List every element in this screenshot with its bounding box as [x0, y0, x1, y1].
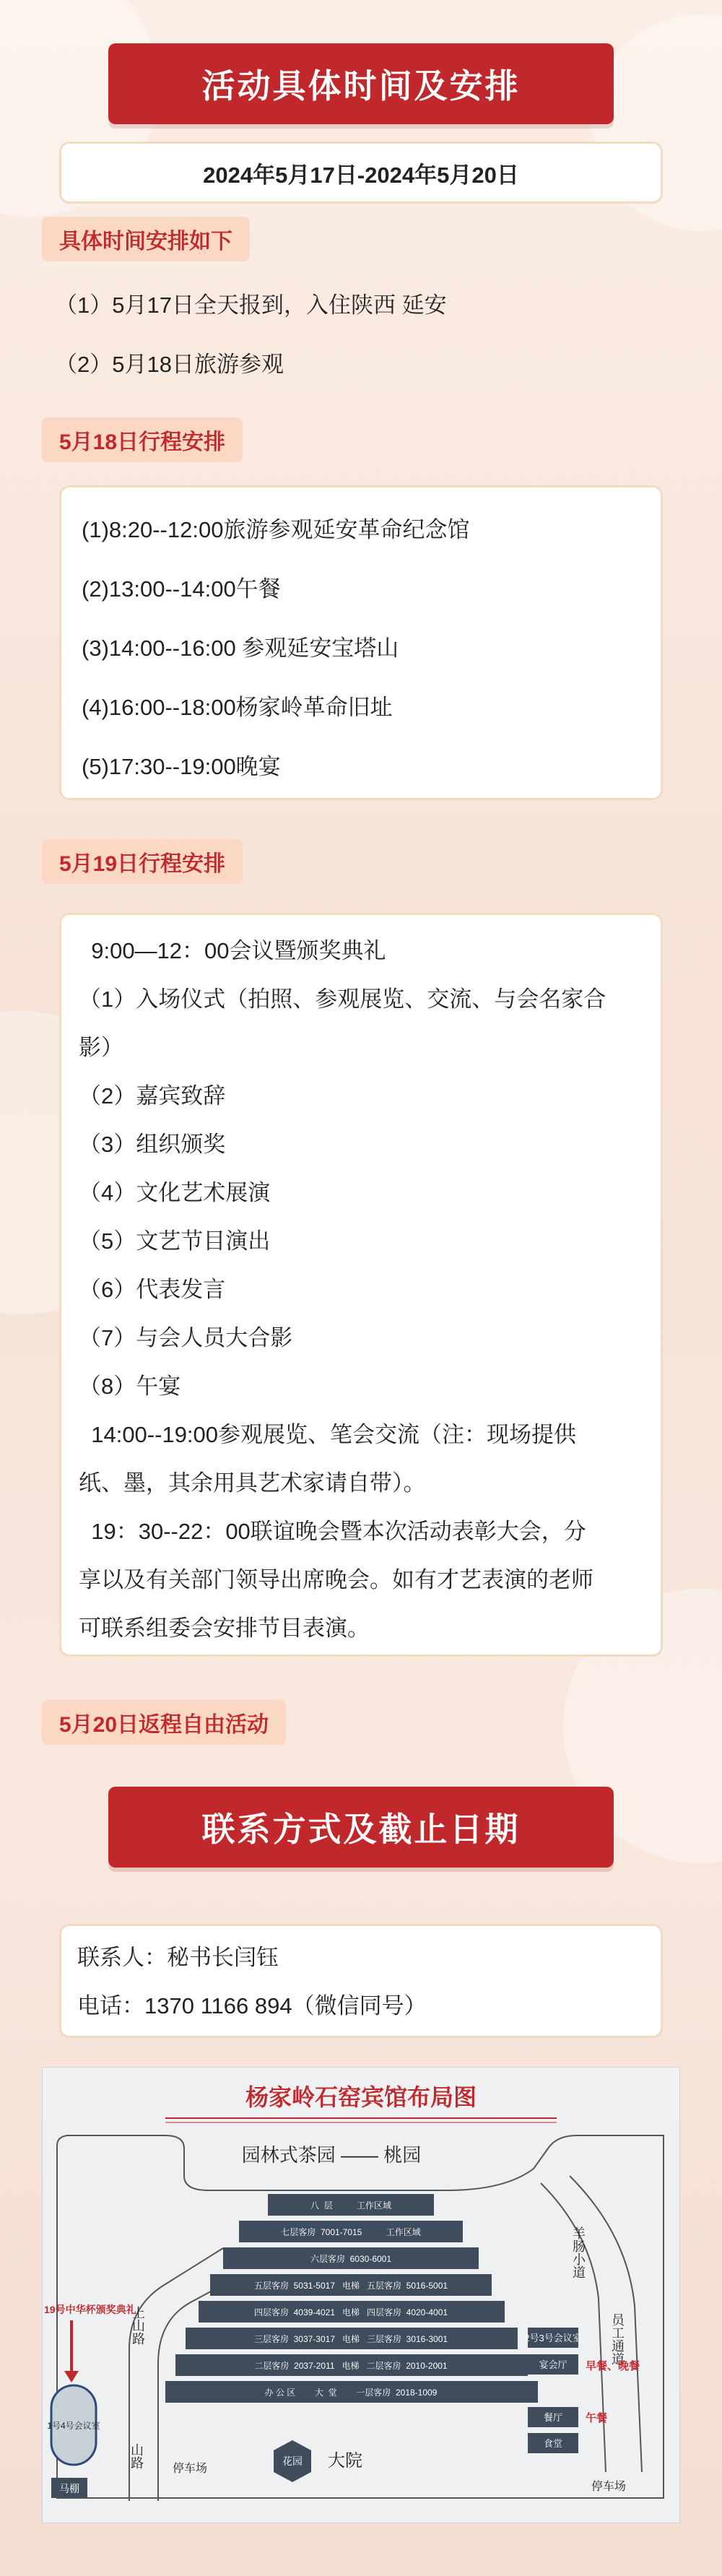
award-annotation: 19号中华杯颁奖典礼 [44, 2304, 136, 2315]
itinerary-line: （2）嘉宾致辞 [79, 1083, 226, 1109]
itinerary-item: (1)8:20--12:00旅游参观延安革命纪念馆 [82, 517, 470, 542]
contact-title: 联系方式及截止日期 [108, 1787, 614, 1868]
tour-day-item: （2）5月18日旅游参观 [55, 352, 284, 377]
floor-4: 四层客房 4039-4021 电梯 四层客房 4020-4001 [253, 2307, 448, 2317]
arrow-down-icon [64, 2371, 79, 2382]
left-road-lower-label: 山路 [129, 2443, 144, 2469]
contact-phone: 电话：1370 1166 894（微信同号） [77, 1993, 427, 2018]
hotel-layout-diagram [43, 2068, 679, 2523]
itinerary-line: （1）入场仪式（拍照、参观展览、交流、与会名家合 [79, 986, 606, 1012]
right-road-label: 羊肠小道 [571, 2226, 586, 2278]
right-parking-label: 停车场 [591, 2481, 627, 2493]
itinerary-line: （4）文化艺术展演 [79, 1180, 271, 1205]
left-road-label: 上山路 [131, 2306, 145, 2345]
courtyard-label: 大院 [328, 2451, 362, 2471]
hotel-layout-map [42, 2067, 680, 2523]
itinerary-line: 享以及有关部门领导出席晚会。如有才艺表演的老师 [79, 1567, 593, 1592]
itinerary-line: 影） [79, 1035, 123, 1060]
floor-5: 五层客房 5031-5017 电梯 五层客房 5016-5001 [253, 2281, 448, 2291]
meeting-room-2-3: 2号3号会议室 [524, 2333, 582, 2343]
canteen: 食堂 [543, 2438, 563, 2449]
may19-heading: 5月19日行程安排 [42, 839, 243, 884]
itinerary-line: 14:00--19:00参观展览、笔会交流（注：现场提供 [79, 1422, 577, 1447]
banquet-hall: 宴会厅 [539, 2359, 567, 2370]
arrival-day-item: （1）5月17日全天报到，入住陕西 延安 [55, 292, 447, 318]
itinerary-line: （5）文艺节目演出 [79, 1228, 271, 1254]
itinerary-line: 可联系组委会安排节目表演。 [79, 1616, 370, 1641]
floor-1: 办 公 区 大 堂 一层客房 2018-1009 [264, 2388, 438, 2398]
staff-road-label: 员工通道 [610, 2313, 625, 2365]
schedule-subheading: 具体时间安排如下 [42, 217, 250, 261]
itinerary-line: 纸、墨，其余用具艺术家请自带）。 [79, 1470, 426, 1496]
restaurant: 餐厅 [543, 2412, 563, 2423]
floor-3: 三层客房 3037-3017 电梯 三层客房 3016-3001 [253, 2334, 448, 2344]
floor-6: 六层客房 6030-6001 [310, 2254, 392, 2264]
lunch-label: 午餐 [586, 2412, 608, 2424]
floor-8: 八 层 工作区域 [310, 2200, 392, 2211]
itinerary-line: 19：30--22：00联谊晚会暨本次活动表彰大会，分 [79, 1519, 586, 1544]
itinerary-item: (3)14:00--16:00 参观延安宝塔山 [82, 636, 399, 661]
floor-2: 二层客房 2037-2011 电梯 二层客房 2010-2001 [254, 2361, 448, 2371]
may18-itinerary-card [59, 485, 663, 800]
contact-person: 联系人：秘书长闫钰 [77, 1945, 279, 1970]
itinerary-line: 9:00—12：00会议暨颁奖典礼 [79, 938, 386, 963]
itinerary-line: （6）代表发言 [79, 1277, 226, 1302]
may20-heading: 5月20日返程自由活动 [42, 1700, 286, 1745]
itinerary-line: （7）与会人员大合影 [79, 1325, 293, 1350]
activity-schedule-title: 活动具体时间及安排 [108, 43, 614, 124]
floor-7: 七层客房 7001-7015 工作区域 [281, 2227, 421, 2237]
itinerary-item: (4)16:00--18:00杨家岭革命旧址 [82, 695, 393, 720]
garden-label: 园林式茶园 —— 桃园 [241, 2144, 422, 2166]
may18-heading: 5月18日行程安排 [42, 417, 243, 462]
left-parking-label: 停车场 [173, 2463, 208, 2475]
map-title: 杨家岭石窑宾馆布局图 [245, 2084, 477, 2110]
itinerary-item: (2)13:00--14:00午餐 [82, 576, 281, 602]
itinerary-item: (5)17:30--19:00晚宴 [82, 754, 281, 779]
breakfast-dinner-label: 早餐、晚餐 [586, 2360, 640, 2372]
contact-card [59, 1924, 663, 2038]
date-range: 2024年5月17日-2024年5月20日 [203, 162, 519, 188]
meeting-room-1-4: 1号4号会议室 [47, 2421, 100, 2431]
itinerary-line: （8）午宴 [79, 1374, 181, 1399]
itinerary-line: （3）组织颁奖 [79, 1132, 226, 1157]
stable-label: 马棚 [59, 2483, 79, 2494]
date-range-card [59, 142, 663, 204]
garden-hex-label: 花园 [282, 2455, 303, 2467]
may19-itinerary-card [59, 913, 663, 1657]
